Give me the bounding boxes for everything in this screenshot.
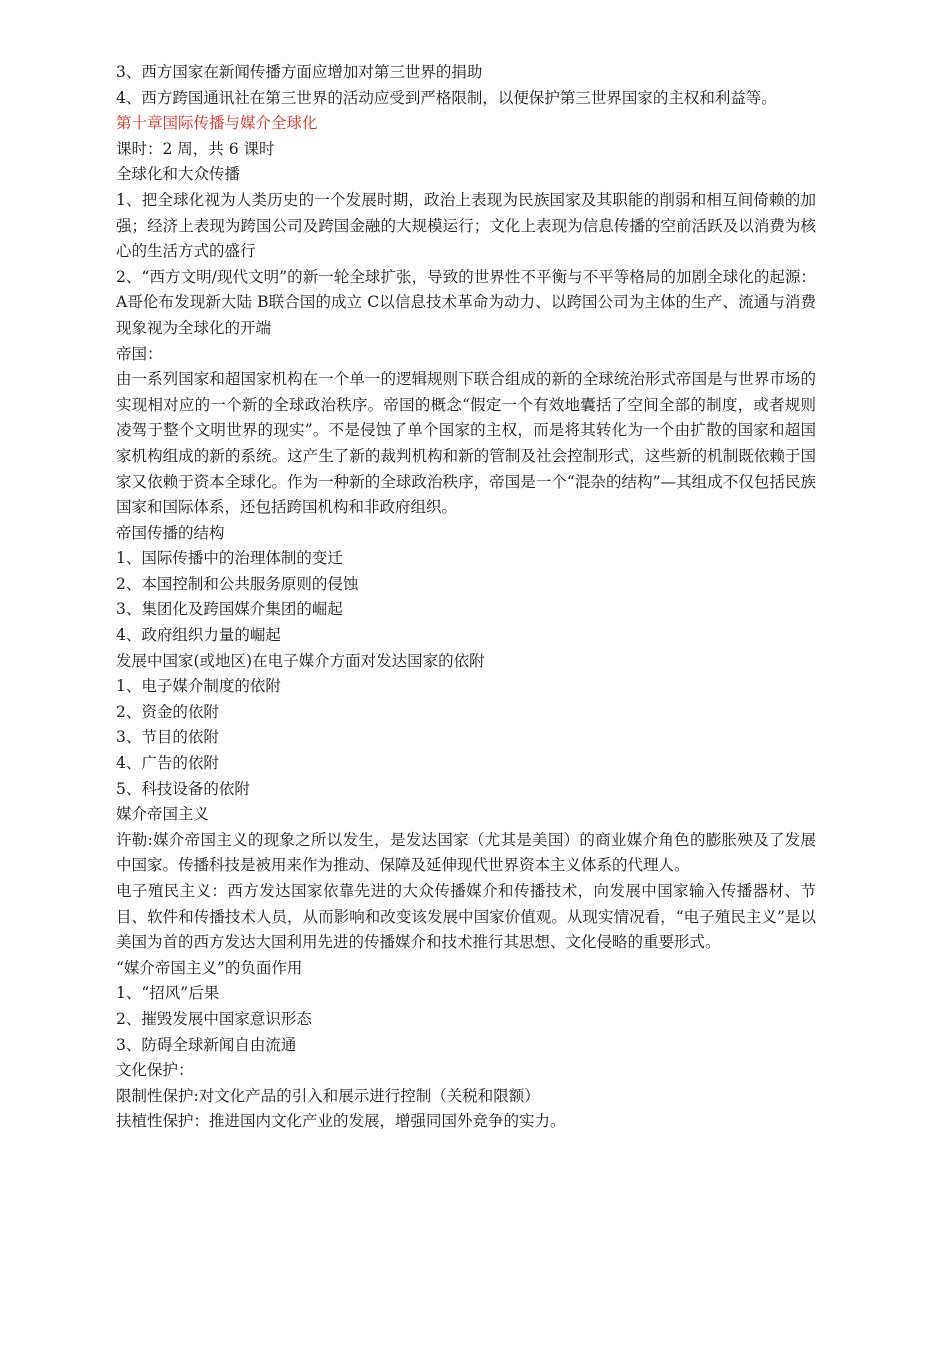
text-line: 4、西方跨国通讯社在第三世界的活动应受到严格限制，以便保护第三世界国家的主权和利益等。 bbox=[116, 88, 777, 107]
section-title: 发展中国家(或地区)在电子媒介方面对发达国家的依附 bbox=[116, 651, 485, 670]
section-title: 全球化和大众传播 bbox=[116, 165, 241, 184]
list-item: 5、科技设备的依附 bbox=[116, 779, 250, 798]
paragraph: 1、把全球化视为人类历史的一个发展时期，政治上表现为民族国家及其职能的削弱和相互间倚赖的加强；经济上表现为跨国公司及跨国金融的大规模运行；文化上表现为信息传播的空前活跃及以消费为核心的生活方式的盛行 bbox=[116, 190, 816, 261]
section-title: “媒介帝国主义”的负面作用 bbox=[116, 958, 303, 977]
list-item: 1、电子媒介制度的依附 bbox=[116, 677, 281, 696]
list-item: 3、防碍全球新闻自由流通 bbox=[116, 1035, 297, 1054]
list-item: 2、资金的依附 bbox=[116, 702, 219, 721]
paragraph: 2、“西方文明/现代文明”的新一轮全球扩张，导致的世界性不平衡与不平等格局的加剧全球化的起源：A哥伦布发现新大陆 B联合国的成立 C以信息技术革命为动力、以跨国公司为主体的生产、流通与消费现象视为全球化的开端 bbox=[116, 267, 816, 337]
document-page bbox=[116, 60, 816, 1135]
section-title: 帝国： bbox=[116, 344, 163, 363]
paragraph: 电子殖民主义：西方发达国家依靠先进的大众传播媒介和传播技术，向发展中国家输入传播器材、节目、软件和传播技术人员，从而影响和改变该发展中国家价值观。从现实情况看，“电子殖民主义”是以美国为首的西方发达大国利用先进的传播媒介和技术推行其思想、文化侵略的重要形式。 bbox=[116, 882, 816, 952]
list-item: 1、国际传播中的治理体制的变迁 bbox=[116, 549, 343, 568]
list-item: 3、集团化及跨国媒介集团的崛起 bbox=[116, 600, 343, 619]
list-item: 1、“招风”后果 bbox=[116, 984, 220, 1003]
text-line: 课时：2 周，共 6 课时 bbox=[116, 139, 275, 158]
list-item: 4、政府组织力量的崛起 bbox=[116, 626, 281, 645]
section-title: 文化保护： bbox=[116, 1061, 194, 1080]
list-item: 3、节目的依附 bbox=[116, 728, 219, 747]
section-title: 帝国传播的结构 bbox=[116, 523, 225, 542]
section-title: 媒介帝国主义 bbox=[116, 805, 210, 824]
text-line: 3、西方国家在新闻传播方面应增加对第三世界的捐助 bbox=[116, 63, 483, 81]
list-item: 2、摧毁发展中国家意识形态 bbox=[116, 1009, 312, 1028]
list-item: 4、广告的依附 bbox=[116, 754, 219, 773]
chapter-heading: 第十章国际传播与媒介全球化 bbox=[116, 114, 318, 133]
paragraph: 限制性保护:对文化产品的引入和展示进行控制（关税和限额） bbox=[116, 1086, 540, 1105]
paragraph: 扶植性保护：推进国内文化产业的发展，增强同国外竞争的实力。 bbox=[116, 1112, 566, 1131]
list-item: 2、本国控制和公共服务原则的侵蚀 bbox=[116, 574, 359, 593]
paragraph: 由一系列国家和超国家机构在一个单一的逻辑规则下联合组成的新的全球统治形式帝国是与世界市场的实现相对应的一个新的全球政治秩序。帝国的概念“假定一个有效地囊括了空间全部的制度，或者规则凌驾于整个文明世界的现实”。不是侵蚀了单个国家的主权，而是将其转化为一个由扩散的国家和超国家机构组成的新的系统。这产生了新的裁判机构和新的管制及社会控制形式，这些新的机制既依赖于国家又依赖于资本全球化。作为一种新的全球政治秩序，帝国是一个“混杂的结构”—其组成不仅包括民族国家和国际体系，还包括跨国机构和非政府组织。 bbox=[116, 370, 816, 517]
paragraph: 许勒:媒介帝国主义的现象之所以发生，是发达国家（尤其是美国）的商业媒介角色的膨胀殃及了发展中国家。传播科技是被用来作为推动、保障及延伸现代世界资本主义体系的代理人。 bbox=[116, 830, 816, 875]
